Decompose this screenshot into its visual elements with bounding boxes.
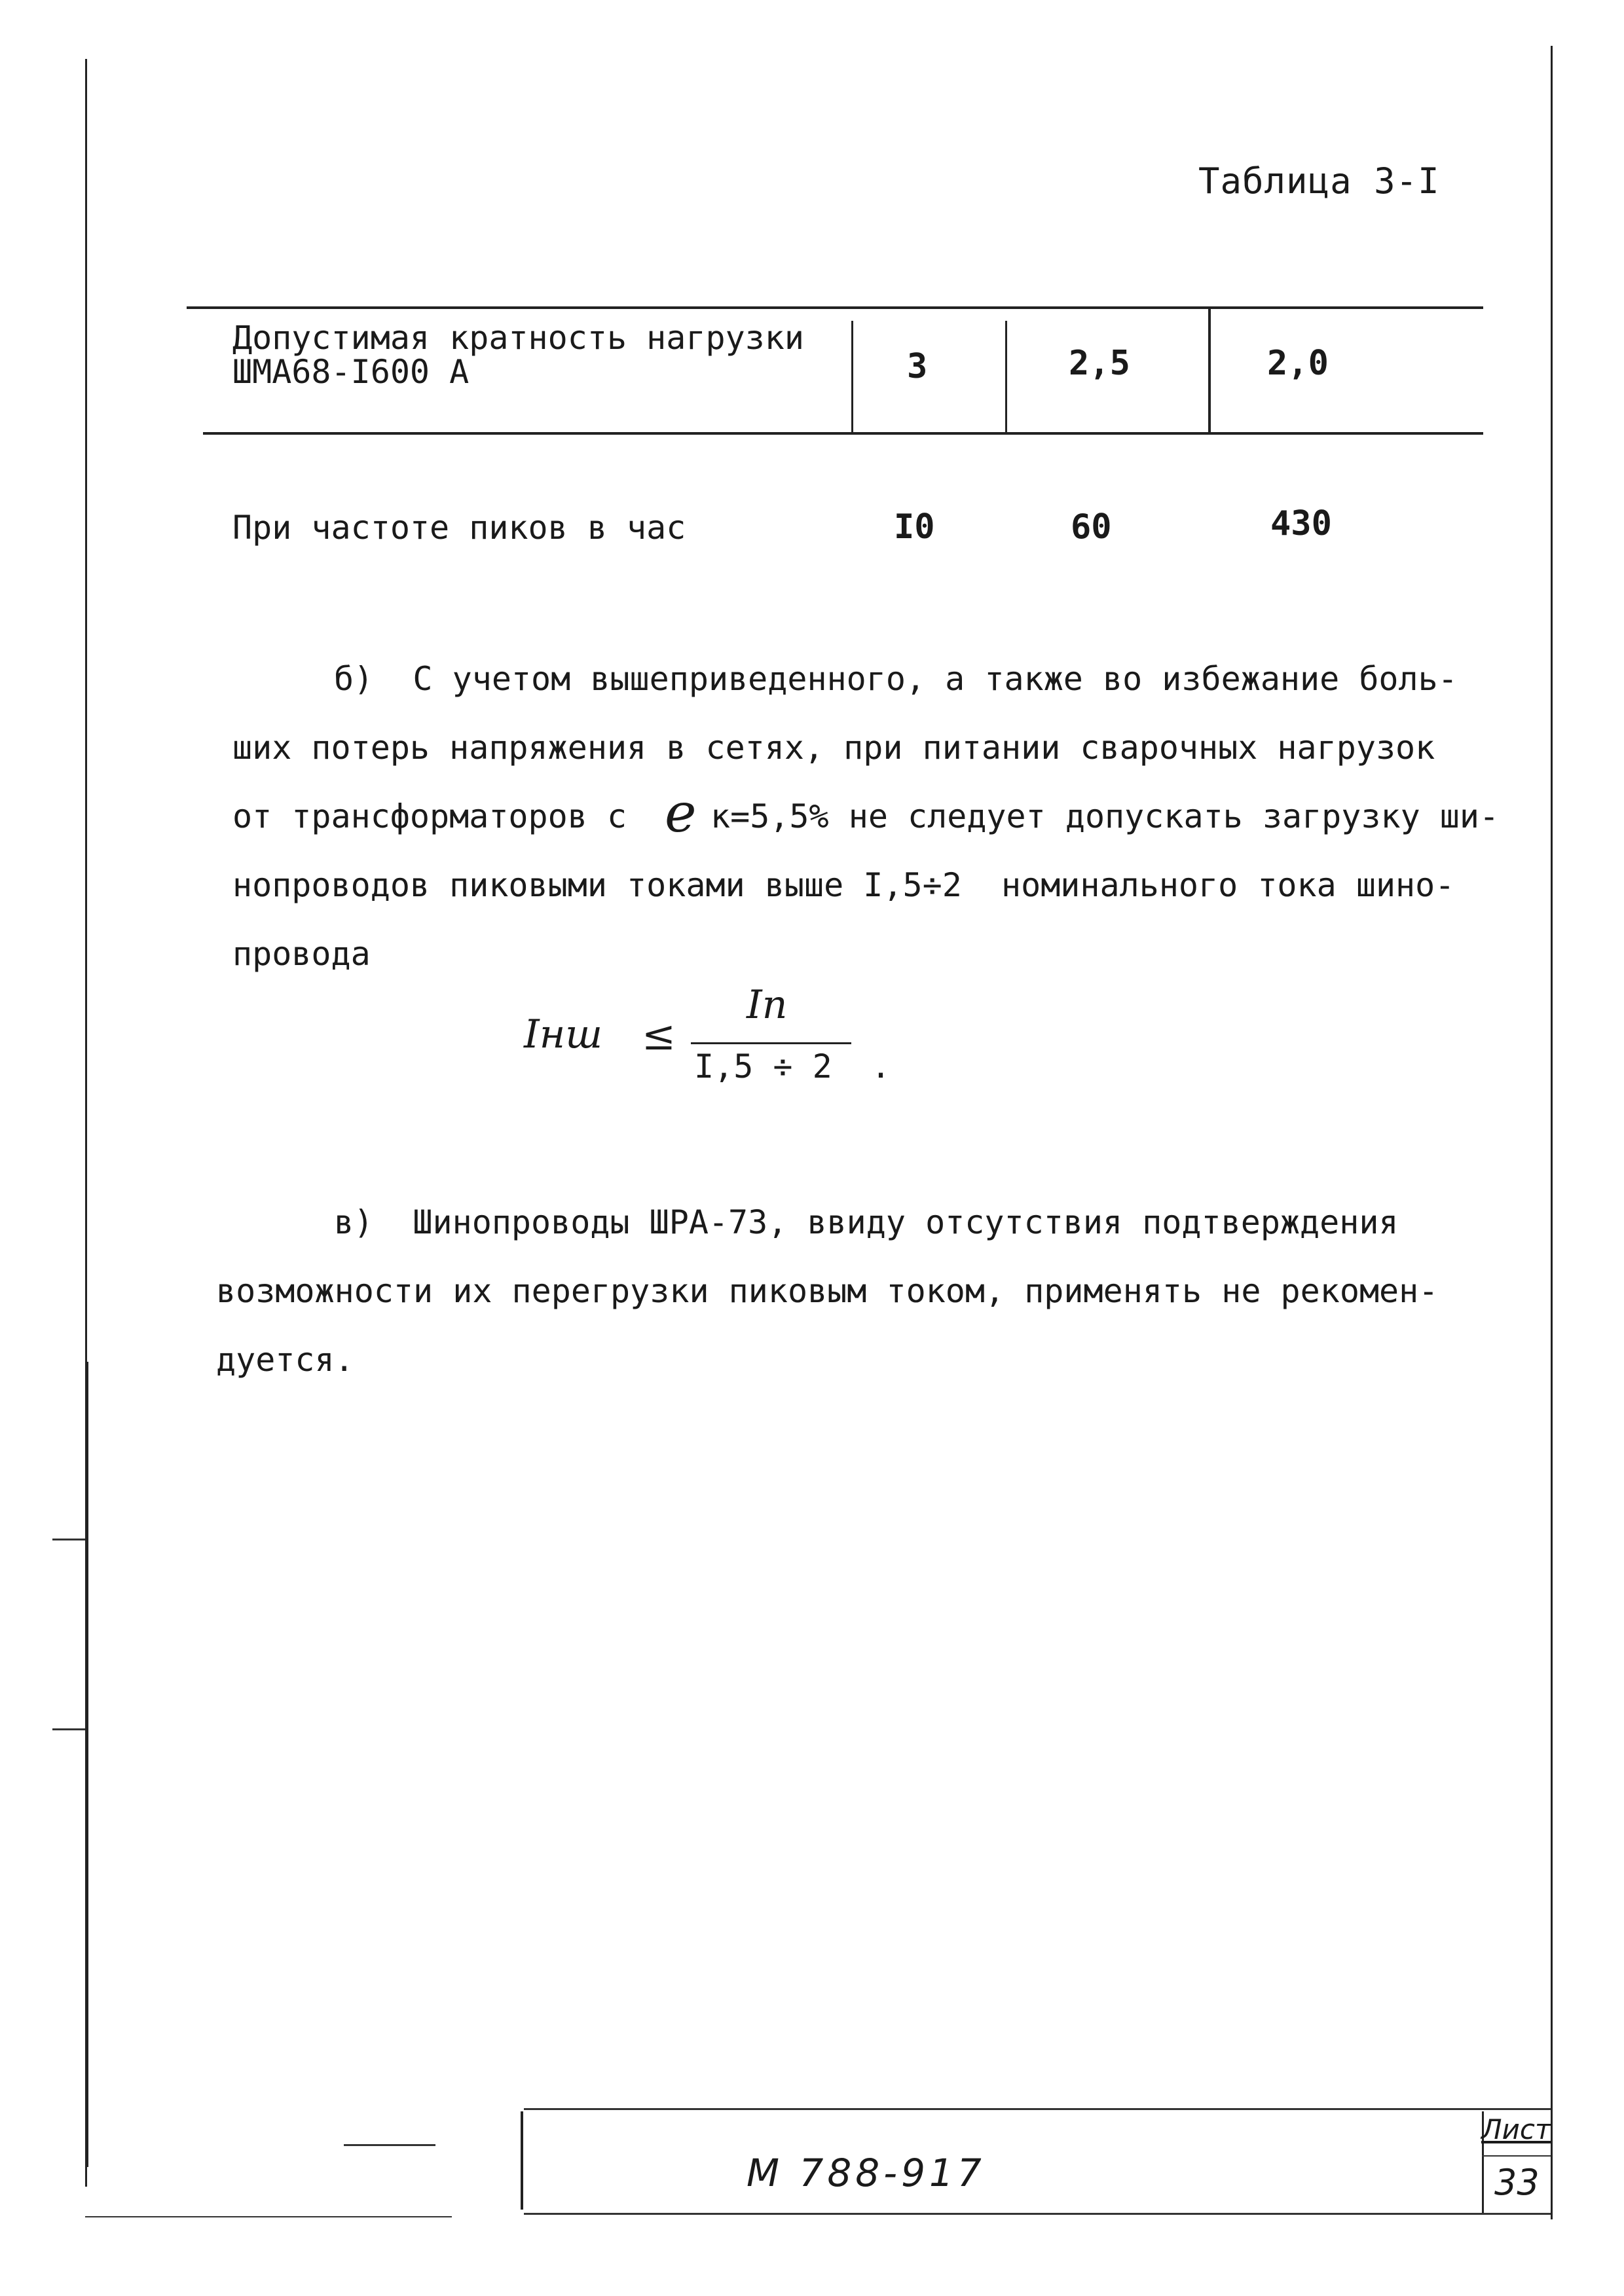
paragraph-b-line-5: провода (232, 935, 371, 973)
paragraph-b-line-1: б) С учетом вышеприведенного, а также во избежание боль- (334, 660, 1458, 698)
table-header-value-2: 2,5 (1069, 344, 1130, 383)
stamp-bottom-rule (524, 2213, 1551, 2215)
formula-relation: ≤ (642, 1011, 676, 1059)
formula-terminator: . (871, 1048, 891, 1085)
paragraph-v-line-3: дуется. (216, 1341, 354, 1379)
left-tick-2 (52, 1728, 85, 1730)
formula-fraction-bar (691, 1042, 851, 1044)
stamp-sheet-rule (1482, 2155, 1551, 2157)
right-margin-line (1551, 46, 1553, 2219)
table-header-label-line1: Допустимая кратность нагрузки (232, 319, 804, 357)
formula-numerator: Iп (747, 982, 788, 1028)
table-row-label: При частоте пиков в час (232, 509, 686, 547)
doc-number: М 788-917 (747, 2151, 986, 2195)
sheet-label: Лист (1481, 2113, 1551, 2145)
table-bottom-rule (203, 432, 1483, 435)
paragraph-v-line-1: в) Шинопроводы ШРА-73, ввиду отсутствия подтверждения (334, 1203, 1399, 1241)
table-row-value-1: I0 (894, 507, 935, 547)
paragraph-b-line-3b: к=5,5% не следует допускать загрузку ши- (710, 797, 1500, 835)
stamp-bottom-dash-left (85, 2216, 452, 2217)
stamp-left-dash (344, 2144, 435, 2146)
sheet-number: 33 (1494, 2162, 1540, 2203)
stamp-top-rule (524, 2108, 1551, 2110)
table-col-divider-3 (1208, 308, 1211, 432)
left-margin-line-bold (85, 1362, 88, 2167)
epsilon-symbol: e (665, 782, 697, 845)
paragraph-v-line-2: возможности их перегрузки пиковым током, применять не рекомен- (216, 1272, 1439, 1310)
paragraph-b-line-3a: от трансформаторов с (232, 797, 627, 835)
table-header-value-3: 2,0 (1267, 344, 1329, 383)
paragraph-b-line-2: ших потерь напряжения в сетях, при питании сварочных нагрузок (232, 729, 1435, 767)
formula-lhs: Iнш (524, 1011, 603, 1057)
table-top-rule (187, 306, 1483, 309)
left-tick-1 (52, 1539, 85, 1540)
table-row-value-2: 60 (1071, 507, 1112, 547)
table-header-label-line2: ШМА68-I600 А (232, 353, 470, 391)
formula-denominator: I,5 ÷ 2 (694, 1048, 832, 1085)
table-header-value-1: 3 (907, 347, 928, 386)
paragraph-b-line-4: нопроводов пиковыми токами выше I,5÷2 номинального тока шино- (232, 866, 1455, 904)
table-row-value-3: 430 (1270, 504, 1332, 543)
stamp-left-divider (521, 2111, 523, 2210)
table-col-divider-1 (851, 321, 853, 432)
table-caption: Таблица 3-I (1198, 160, 1440, 202)
table-col-divider-2 (1005, 321, 1007, 432)
